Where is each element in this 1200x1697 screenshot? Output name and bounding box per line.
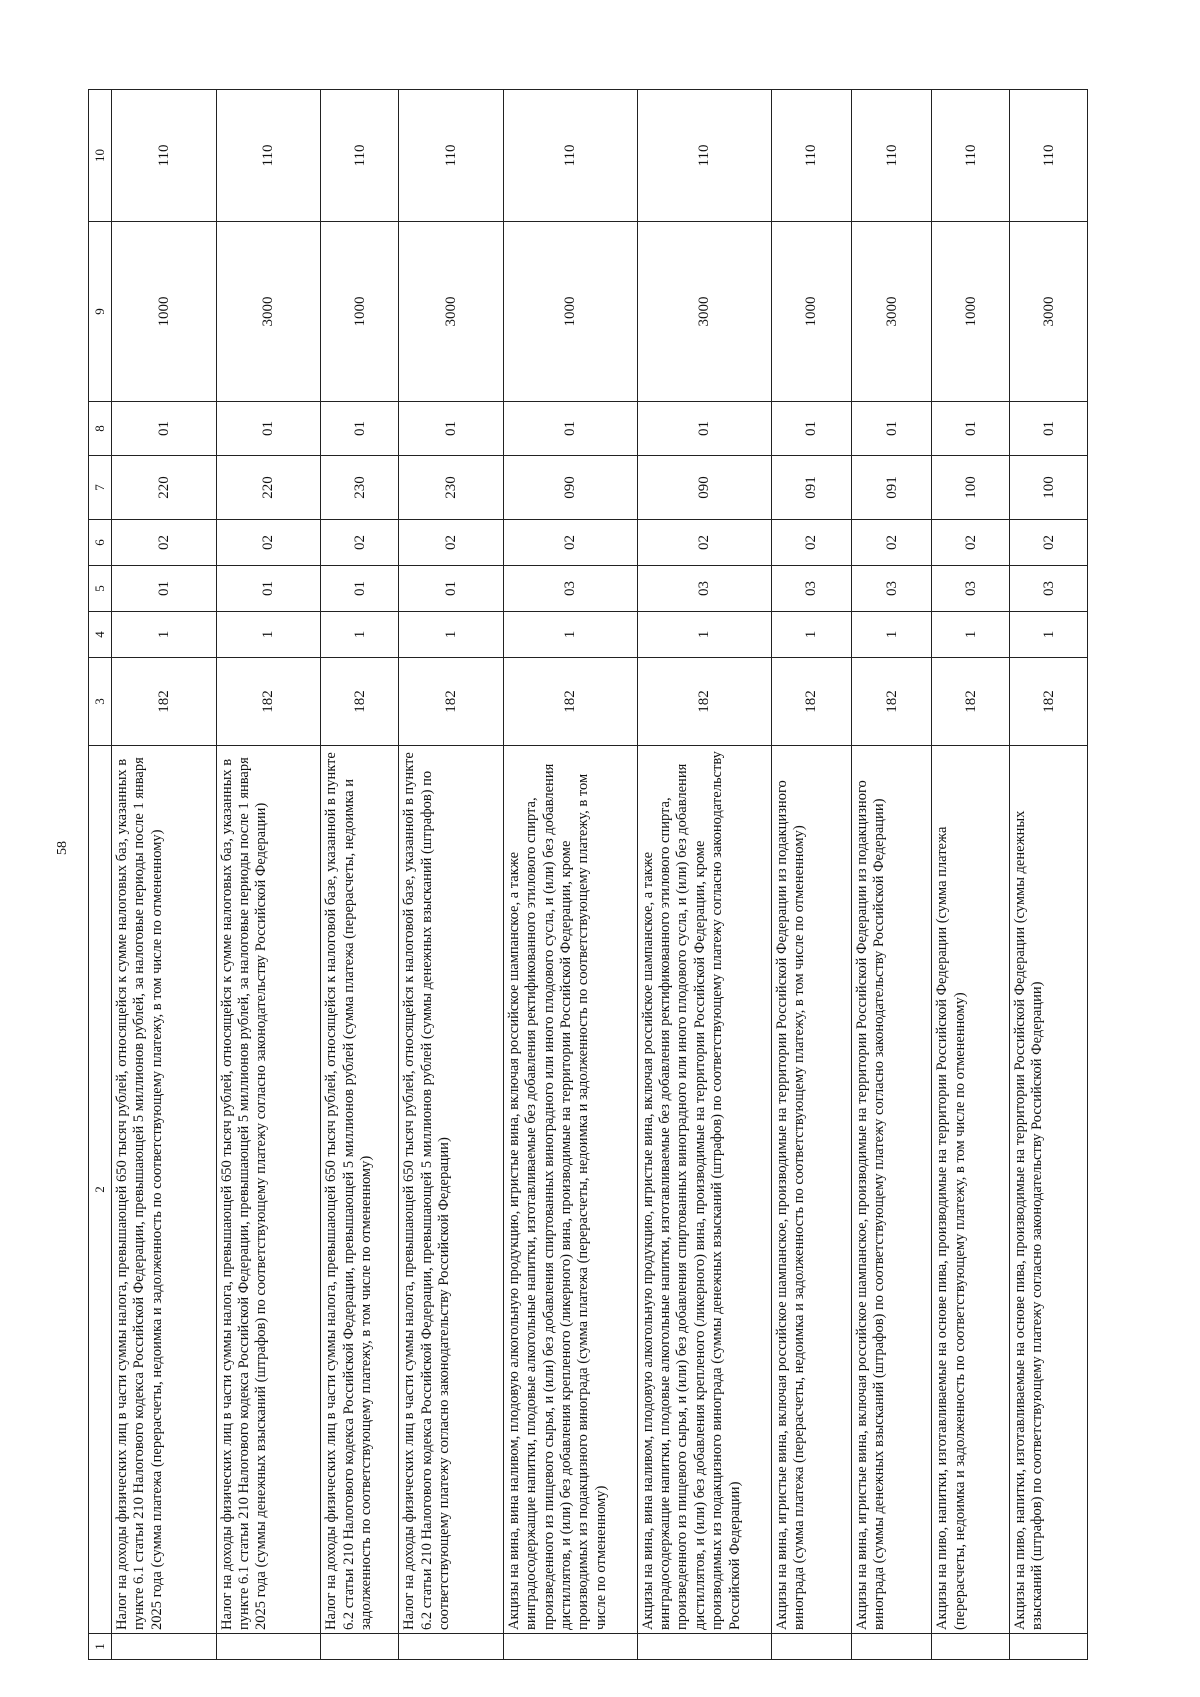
table-row bbox=[112, 90, 217, 1660]
subtype-code-cell: 3000 bbox=[399, 222, 504, 402]
group-code-cell: 1 bbox=[399, 612, 504, 658]
subtype-code-cell: 3000 bbox=[216, 222, 321, 402]
header-row bbox=[89, 90, 112, 1660]
budget-classification-table bbox=[88, 89, 1088, 1660]
element-code-cell: 01 bbox=[771, 402, 851, 456]
element-code-cell: 01 bbox=[637, 402, 771, 456]
subgroup-code-cell: 01 bbox=[399, 566, 504, 612]
group-code-cell: 1 bbox=[771, 612, 851, 658]
description-cell: Налог на доходы физических лиц в части суммы налога, превышающей 650 тысяч рублей, относящейся к налоговой базе, указанной в пункте 6.2 статьи 210 Налогового кодекса Российской Федерации, превышающей 5 миллионов рублей (суммы денежных взысканий (штрафов) по соответствующему платежу согласно законодательству Российской Федерации) bbox=[399, 746, 504, 1634]
column-header: 8 bbox=[89, 402, 112, 456]
element-code-cell: 01 bbox=[216, 402, 321, 456]
description-cell: Налог на доходы физических лиц в части суммы налога, превышающей 650 тысяч рублей, относящейся к сумме налоговых баз, указанных в пункте 6.1 статьи 210 Налогового кодекса Российской Федерации, превышающей 5 миллионов рублей, за налоговые периоды после 1 января 2025 года (сумма платежа (перерасчеты, недоимка и задолженность по соответствующему платежу, в том числе по отмененному) bbox=[112, 746, 217, 1634]
description-cell: Налог на доходы физических лиц в части суммы налога, превышающей 650 тысяч рублей, относящейся к налоговой базе, указанной в пункте 6.2 статьи 210 Налогового кодекса Российской Федерации, превышающей 5 миллионов рублей (сумма платежа (перерасчеты, недоимка и задолженность по соответствующему платежу, в том числе по отмененному) bbox=[321, 746, 399, 1634]
class-code-cell: 110 bbox=[851, 90, 931, 222]
description-cell: Акцизы на вина, игристые вина, включая российское шампанское, производимые на территории Российской Федерации из подакцизного винограда (суммы денежных взысканий (штрафов) по соответствующему платежу согласно законодательству Российской Федерации) bbox=[851, 746, 931, 1634]
cell-col1 bbox=[112, 1634, 217, 1660]
admin-code-cell: 182 bbox=[399, 658, 504, 746]
class-code-cell: 110 bbox=[637, 90, 771, 222]
class-code-cell: 110 bbox=[1010, 90, 1088, 222]
article-code-cell: 02 bbox=[399, 520, 504, 566]
subarticle-code-cell: 090 bbox=[503, 456, 637, 520]
subtype-code-cell: 3000 bbox=[637, 222, 771, 402]
class-code-cell: 110 bbox=[503, 90, 637, 222]
column-header: 7 bbox=[89, 456, 112, 520]
admin-code-cell: 182 bbox=[851, 658, 931, 746]
admin-code-cell: 182 bbox=[503, 658, 637, 746]
table-row bbox=[637, 90, 771, 1660]
group-code-cell: 1 bbox=[1010, 612, 1088, 658]
admin-code-cell: 182 bbox=[932, 658, 1010, 746]
element-code-cell: 01 bbox=[932, 402, 1010, 456]
subgroup-code-cell: 01 bbox=[216, 566, 321, 612]
class-code-cell: 110 bbox=[399, 90, 504, 222]
table-row bbox=[771, 90, 851, 1660]
cell-col1 bbox=[321, 1634, 399, 1660]
subarticle-code-cell: 091 bbox=[851, 456, 931, 520]
description-cell: Акцизы на пиво, напитки, изготавливаемые на основе пива, производимые на территории Российской Федерации (суммы денежных взысканий (штрафов) по соответствующему платежу согласно законодательству Российской Федерации) bbox=[1010, 746, 1088, 1634]
table-row bbox=[932, 90, 1010, 1660]
article-code-cell: 02 bbox=[1010, 520, 1088, 566]
subarticle-code-cell: 220 bbox=[216, 456, 321, 520]
column-header: 4 bbox=[89, 612, 112, 658]
admin-code-cell: 182 bbox=[321, 658, 399, 746]
cell-col1 bbox=[851, 1634, 931, 1660]
article-code-cell: 02 bbox=[637, 520, 771, 566]
subtype-code-cell: 3000 bbox=[851, 222, 931, 402]
table-row bbox=[399, 90, 504, 1660]
group-code-cell: 1 bbox=[637, 612, 771, 658]
cell-col1 bbox=[503, 1634, 637, 1660]
column-header: 6 bbox=[89, 520, 112, 566]
element-code-cell: 01 bbox=[321, 402, 399, 456]
subtype-code-cell: 1000 bbox=[112, 222, 217, 402]
article-code-cell: 02 bbox=[112, 520, 217, 566]
article-code-cell: 02 bbox=[851, 520, 931, 566]
subarticle-code-cell: 220 bbox=[112, 456, 217, 520]
subtype-code-cell: 1000 bbox=[771, 222, 851, 402]
table-row bbox=[851, 90, 931, 1660]
description-cell: Акцизы на вина, вина наливом, плодовую алкогольную продукцию, игристые вина, включая российское шампанское, а также винградосодержащие напитки, плодовые алкогольные напитки, изготавливаемые без добавления ректификованного этилового спирта, произведенного из пищевого сырья, и (или) без добавления спиртованных виноградного или иного плодового сусла, и (или) без добавления дистиллятов, и (или) без добавления крепленого (ликерного) вина, производимые на территории Российской Федерации, кроме производимых из подакцизного винограда (суммы денежных взысканий (штрафов) по соответствующему платежу согласно законодательству Российской Федерации) bbox=[637, 746, 771, 1634]
table-row bbox=[503, 90, 637, 1660]
subgroup-code-cell: 01 bbox=[112, 566, 217, 612]
column-header: 2 bbox=[89, 746, 112, 1634]
class-code-cell: 110 bbox=[112, 90, 217, 222]
table-row bbox=[1010, 90, 1088, 1660]
admin-code-cell: 182 bbox=[112, 658, 217, 746]
class-code-cell: 110 bbox=[771, 90, 851, 222]
article-code-cell: 02 bbox=[771, 520, 851, 566]
rotated-table-wrapper bbox=[88, 90, 1088, 1660]
table-row bbox=[216, 90, 321, 1660]
element-code-cell: 01 bbox=[851, 402, 931, 456]
table-body bbox=[112, 90, 1088, 1660]
subgroup-code-cell: 03 bbox=[771, 566, 851, 612]
class-code-cell: 110 bbox=[932, 90, 1010, 222]
article-code-cell: 02 bbox=[321, 520, 399, 566]
admin-code-cell: 182 bbox=[1010, 658, 1088, 746]
admin-code-cell: 182 bbox=[216, 658, 321, 746]
class-code-cell: 110 bbox=[216, 90, 321, 222]
column-header: 3 bbox=[89, 658, 112, 746]
subgroup-code-cell: 03 bbox=[503, 566, 637, 612]
subgroup-code-cell: 03 bbox=[1010, 566, 1088, 612]
element-code-cell: 01 bbox=[399, 402, 504, 456]
subgroup-code-cell: 03 bbox=[637, 566, 771, 612]
group-code-cell: 1 bbox=[216, 612, 321, 658]
subarticle-code-cell: 091 bbox=[771, 456, 851, 520]
description-cell: Налог на доходы физических лиц в части суммы налога, превышающей 650 тысяч рублей, относящейся к сумме налоговых баз, указанных в пункте 6.1 статьи 210 Налогового кодекса Российской Федерации, превышающей 5 миллионов рублей, за налоговые периоды после 1 января 2025 года (суммы денежных взысканий (штрафов) по соответствующему платежу согласно законодательству Российской Федерации) bbox=[216, 746, 321, 1634]
element-code-cell: 01 bbox=[112, 402, 217, 456]
article-code-cell: 02 bbox=[932, 520, 1010, 566]
admin-code-cell: 182 bbox=[637, 658, 771, 746]
group-code-cell: 1 bbox=[503, 612, 637, 658]
group-code-cell: 1 bbox=[321, 612, 399, 658]
subarticle-code-cell: 090 bbox=[637, 456, 771, 520]
description-cell: Акцизы на вина, игристые вина, включая российское шампанское, производимые на территории Российской Федерации из подакцизного винограда (сумма платежа (перерасчеты, недоимка и задолженность по соответствующему платежу, в том числе по отмененному) bbox=[771, 746, 851, 1634]
description-cell: Акцизы на вина, вина наливом, плодовую алкогольную продукцию, игристые вина, включая российское шампанское, а также винградосодержащие напитки, плодовые алкогольные напитки, изготавливаемые без добавления ректификованного этилового спирта, произведенного из пищевого сырья, и (или) без добавления спиртованных виноградного или иного плодового сусла, и (или) без добавления дистиллятов, и (или) без добавления крепленого (ликерного) вина, производимые на территории Российской Федерации, кроме производимых из подакцизного винограда (сумма платежа (перерасчеты, недоимка и задолженность по соответствующему платежу, в том числе по отмененному) bbox=[503, 746, 637, 1634]
subarticle-code-cell: 100 bbox=[932, 456, 1010, 520]
subtype-code-cell: 3000 bbox=[1010, 222, 1088, 402]
cell-col1 bbox=[932, 1634, 1010, 1660]
admin-code-cell: 182 bbox=[771, 658, 851, 746]
article-code-cell: 02 bbox=[503, 520, 637, 566]
cell-col1 bbox=[216, 1634, 321, 1660]
group-code-cell: 1 bbox=[112, 612, 217, 658]
subgroup-code-cell: 01 bbox=[321, 566, 399, 612]
group-code-cell: 1 bbox=[932, 612, 1010, 658]
subarticle-code-cell: 230 bbox=[321, 456, 399, 520]
cell-col1 bbox=[771, 1634, 851, 1660]
cell-col1 bbox=[399, 1634, 504, 1660]
article-code-cell: 02 bbox=[216, 520, 321, 566]
class-code-cell: 110 bbox=[321, 90, 399, 222]
description-cell: Акцизы на пиво, напитки, изготавливаемые на основе пива, производимые на территории Российской Федерации (сумма платежа (перерасчеты, недоимка и задолженность по соответствующему платежу, в том числе по отмененному) bbox=[932, 746, 1010, 1634]
page-number: 58 bbox=[55, 841, 70, 855]
subarticle-code-cell: 230 bbox=[399, 456, 504, 520]
subtype-code-cell: 1000 bbox=[321, 222, 399, 402]
column-header: 1 bbox=[89, 1634, 112, 1660]
cell-col1 bbox=[637, 1634, 771, 1660]
group-code-cell: 1 bbox=[851, 612, 931, 658]
subtype-code-cell: 1000 bbox=[503, 222, 637, 402]
subarticle-code-cell: 100 bbox=[1010, 456, 1088, 520]
column-header: 9 bbox=[89, 222, 112, 402]
table-row bbox=[321, 90, 399, 1660]
subgroup-code-cell: 03 bbox=[932, 566, 1010, 612]
element-code-cell: 01 bbox=[1010, 402, 1088, 456]
subtype-code-cell: 1000 bbox=[932, 222, 1010, 402]
cell-col1 bbox=[1010, 1634, 1088, 1660]
column-header: 5 bbox=[89, 566, 112, 612]
column-header: 10 bbox=[89, 90, 112, 222]
element-code-cell: 01 bbox=[503, 402, 637, 456]
subgroup-code-cell: 03 bbox=[851, 566, 931, 612]
